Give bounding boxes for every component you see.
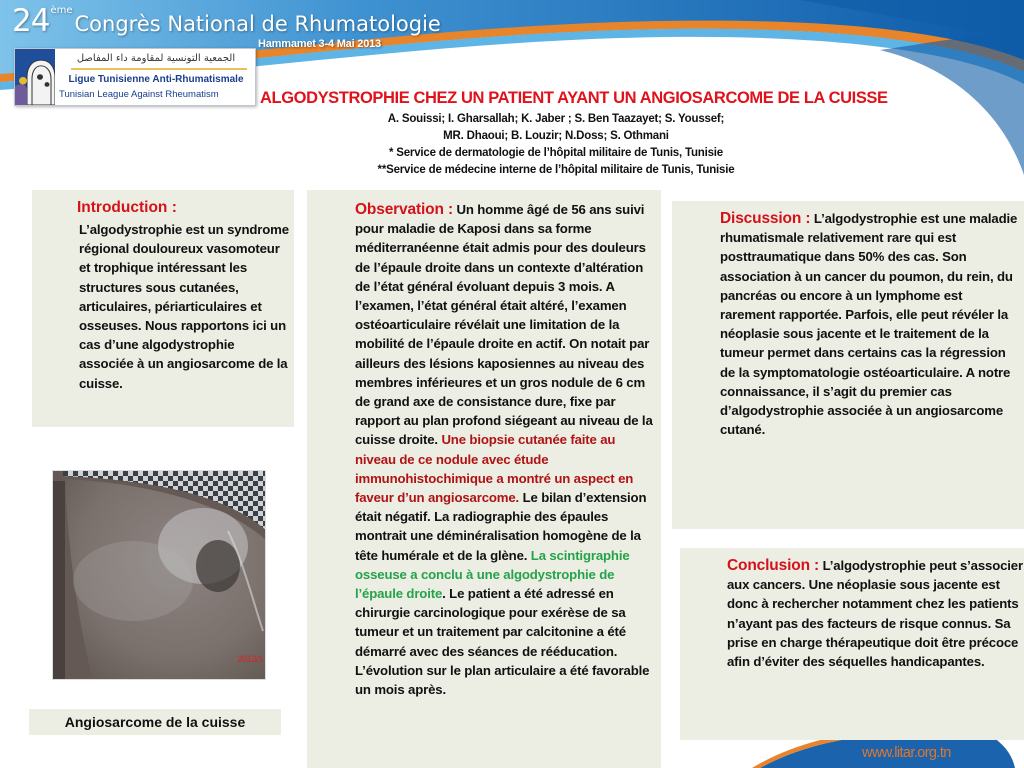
poster-title: ALGODYSTROPHIE CHEZ UN PATIENT AYANT UN ANGIOSARCOME DE LA CUISSE [260,89,888,107]
congress-superscript: ème [50,5,73,16]
observation-panel [307,190,661,768]
photo-date-stamp: 2012/1 [237,654,263,664]
congress-number: 24 [12,3,50,39]
discussion-body [720,209,1020,439]
introduction-body: L’algodystrophie est un syndrome régional douloureux vasomoteur et trophique intéressant les structures sous cutanées, articulaires, périarticulaires et osseuses. Nous rapportons ici un cas d’une algodystrophie associée à un angiosarcome de la cuisse. [79,222,289,391]
authors-line-1: A. Souissi; I. Gharsallah; K. Jaber ; S. Ben Taazayet; S. Youssef; [387,113,725,125]
league-emblem-icon [15,49,55,105]
league-french-name: Ligue Tunisienne Anti-Rhumatismale [68,74,244,85]
observation-text-2: Le bilan d’extension était négatif. La radiographie des épaules montrait une déminéralisation homogène de la tête humérale et de la glène. [355,490,647,563]
congress-name: Congrès National de Rhumatologie [74,12,441,36]
authors-block [300,111,812,179]
observation-heading: Observation : [355,201,453,218]
introduction-panel [32,190,294,427]
footer-website-link[interactable]: www.litar.org.tn [862,745,951,761]
league-english-name: Tunisian League Against Rheumatism [59,89,219,100]
photo-caption: Angiosarcome de la cuisse [29,709,281,735]
observation-body [355,200,655,699]
observation-biopsy-highlight: Une biopsie cutanée faite au niveau de ce nodule avec étude immunohistochimique a montré un aspect en faveur d’un angiosarcome. [355,432,634,506]
observation-text-1: Un homme âgé de 56 ans suivi pour maladie de Kaposi dans sa forme méditerranéenne était admis pour des douleurs de l’épaule droite dans un contexte d’altération de l’état général évoluant depuis 3 mois. A l’examen, l’état général était altéré, l’examen ostéoarticulaire révélait une limitation de la mobilité de l’épaule droite en actif. On notait par ailleurs des lésions kaposiennes au niveau des membres inférieures et un gros nodule de 6 cm de grand axe de consistance dure, fixe par rapport au plan profond siégeant au niveau de la cuisse droite. [355,202,653,448]
affiliation-2: **Service de médecine interne de l’hôpital militaire de Tunis, Tunisie [377,164,735,176]
discussion-text: L’algodystrophie est une maladie rhumatismale relativement rare qui est posttraumatique dans 50% des cas. Son association à un cancer du poumon, du rein, du pancréas ou encore à un lymphome est rarement rapportée. Parfois, elle peut révéler la néoplasie sous jacente et le traitement de la tumeur permet dans certains cas la régression de la symptomatologie ostéoarticulaire. A notre connaissance, il s’agit du premier cas d’algodystrophie associée à un angiosarcome cutané. [720,211,1018,438]
conclusion-heading: Conclusion : [727,557,820,574]
conclusion-panel [680,548,1024,740]
observation-scintigraphy-highlight: La scintigraphie osseuse a conclu à une algodystrophie de l’épaule droite [355,547,630,602]
league-logo [14,48,256,106]
league-divider [71,68,247,70]
observation-text-3: . Le patient a été adressé en chirurgie carcinologique pour exérèse de sa tumeur et un traitement par calcitonine a été démarré avec des séances de rééducation. L’évolution sur le plan articulaire a été favorable un mois après. [355,586,650,698]
congress-place-date: Hammamet 3-4 Mai 2013 [258,38,381,50]
authors-line-2: MR. Dhaoui; B. Louzir; N.Doss; S. Othmani [443,130,669,142]
league-arabic-name: الجمعية التونسية لمقاومة داء المفاصل [76,53,236,64]
angiosarcoma-photo [52,470,266,680]
conclusion-body [727,556,1023,671]
discussion-heading: Discussion : [720,210,811,227]
conclusion-text: L’algodystrophie peut s’associer aux cancers. Une néoplasie sous jacente est donc à rechercher notamment chez les patients n’ayant pas des facteurs de risque connus. Sa prise en charge thérapeutique doit être précoce afin d’éviter des séquelles handicapantes. [727,558,1023,670]
affiliation-1: * Service de dermatologie de l’hôpital militaire de Tunis, Tunisie [388,147,723,159]
introduction-heading: Introduction : [77,199,177,216]
discussion-panel [672,201,1024,529]
